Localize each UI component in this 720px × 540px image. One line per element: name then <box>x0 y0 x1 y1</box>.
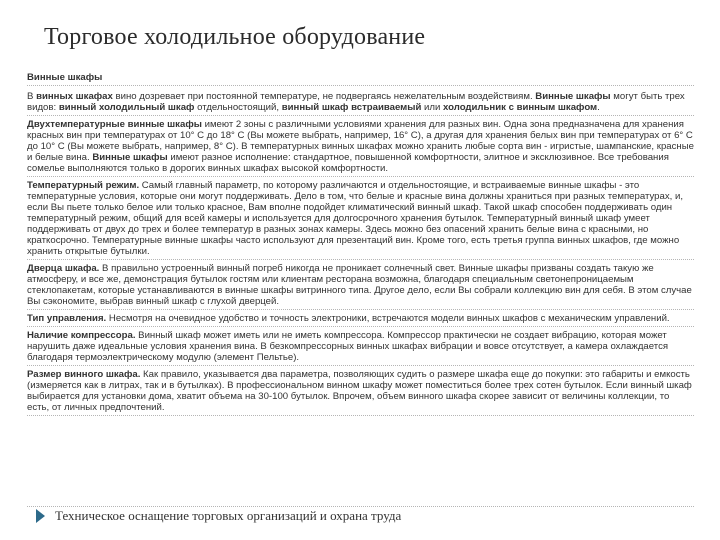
paragraph-text: В правильно устроенный винный погреб никогда не проникает солнечный свет. Винные шкафы призваны создать такую же атмосферу, и все же, демонстрация бутылок гостям или клиентам ресторана возможна, благодаря специальным светонепроницаемым стеклопакетам, которые устанавливаются в винные шкафы витринного типа. Другое дело, если Вы собрали коллекцию вин для себя. В этом случае Вы сэкономите, выбрав винный шкаф с глухой дверцей. <box>27 263 692 307</box>
paragraph-text: Винный шкаф может иметь или не иметь компрессора. Компрессор практически не создает вибрацию, которая может нарушить даже идеальные условия хранения вина. В безкомпрессорных винных шкафах вибрации и вовсе отсутствует, а камера охлаждается благодаря термоэлектрическому модулю (элемент Пельтье). <box>27 330 669 363</box>
paragraph-text: отдельностоящий, <box>194 102 282 113</box>
footer-text: Техническое оснащение торговых организаций и охрана труда <box>55 508 402 523</box>
bold-term: Винные шкафы <box>92 152 168 163</box>
paragraph-text: или <box>421 102 444 113</box>
bold-term: Двухтемпературные винные шкафы <box>27 119 202 130</box>
paragraph <box>27 330 694 366</box>
bold-term: Температурный режим. <box>27 180 140 191</box>
section-heading <box>27 72 694 86</box>
bold-term: холодильник с винным шкафом <box>443 102 598 113</box>
slide-body <box>27 72 694 419</box>
paragraph <box>27 180 694 260</box>
slide-title: Торговое холодильное оборудование <box>44 24 426 50</box>
paragraph-text: Самый главный параметр, по которому различаются и отдельностоящие, и встраиваемые винные шкафы - это температурные условия, которые они могут поддерживать. Дело в том, что белые и красные вина должны храниться при разных температурах, и, если Вы пьете только белое или только красное, Вам вполне подойдет климатический винный шкаф. Такой шкаф способен поддерживать один температурный режим, общий для всей камеры и используется для долгосрочного хранения бутылок. Температурный винный шкаф умеет поддерживать от двух до трех и более температур в разных зонах камеры. Здесь можно без опасений хранить белые вина с красными, но краткосрочно. Температурные винные шкафы часто используют для презентаций вин. Кроме того, есть третья группа винных шкафов, где можно хранить открытые бутылки. <box>27 180 683 257</box>
paragraph-text: вино дозревает при постоянной температуре, не подвергаясь нежелательным воздействиям. <box>112 91 536 102</box>
bold-term: Размер винного шкафа. <box>27 369 141 380</box>
bold-term: Тип управления. <box>27 313 107 324</box>
paragraph-text: . <box>597 102 600 113</box>
paragraph-text: имеют разное исполнение: стандартное, повышенной комфортности, элитное и эксклюзивное. Все требования сомелье выполняются только в дорогих винных шкафах высокой комфортности. <box>27 152 669 174</box>
bold-term: Дверца шкафа. <box>27 263 100 274</box>
bold-term: винный холодильный шкаф <box>58 102 195 113</box>
paragraph-text: В <box>27 91 37 102</box>
bold-term: Винные шкафы <box>535 91 611 102</box>
bold-term: Винные шкафы <box>27 72 103 83</box>
arrow-right-icon <box>36 509 45 523</box>
bold-term: винный шкаф встраиваемый <box>281 102 422 113</box>
footer-divider <box>27 506 694 507</box>
paragraph-text: имеют 2 зоны с различными условиями хранения для разных вин. Одна зона предназначена для хранения красных вин при температурах от 10° C до 18° C (Вы можете выбрать, например, 16° C), а другая для хранения белых вин при температурах от 6° C до 10° C (Вы можете выбрать, например, 8° C). В температурных винных шкафах можно хранить любые сорта вин - игристые, шампанские, красные и белые вина. <box>27 119 694 163</box>
bold-term: Наличие компрессора. <box>27 330 136 341</box>
paragraph-text: Несмотря на очевидное удобство и точность электроники, встречаются модели винных шкафов с механическим управлений. <box>106 313 670 324</box>
paragraph <box>27 91 694 116</box>
paragraph-text: Как правило, указывается два параметра, позволяющих судить о размере шкафа еще до покупки: это габариты и емкость (измеряется как в литрах, так и в бутылках). В профессиональном винном шкафу может поместиться более трех сотен бутылок. Если винный шкаф выбирается для установки дома, хватит объема на 30-100 бутылок. Впрочем, объем винного шкафа скорее зависит от величины коллекции, то есть, от личных предпочтений. <box>27 369 692 413</box>
paragraph <box>27 313 694 327</box>
paragraph <box>27 369 694 416</box>
footer <box>36 508 401 524</box>
paragraph <box>27 119 694 177</box>
bold-term: винных шкафах <box>36 91 113 102</box>
paragraph <box>27 263 694 310</box>
paragraph-text: могут быть трех видов: <box>27 91 685 113</box>
